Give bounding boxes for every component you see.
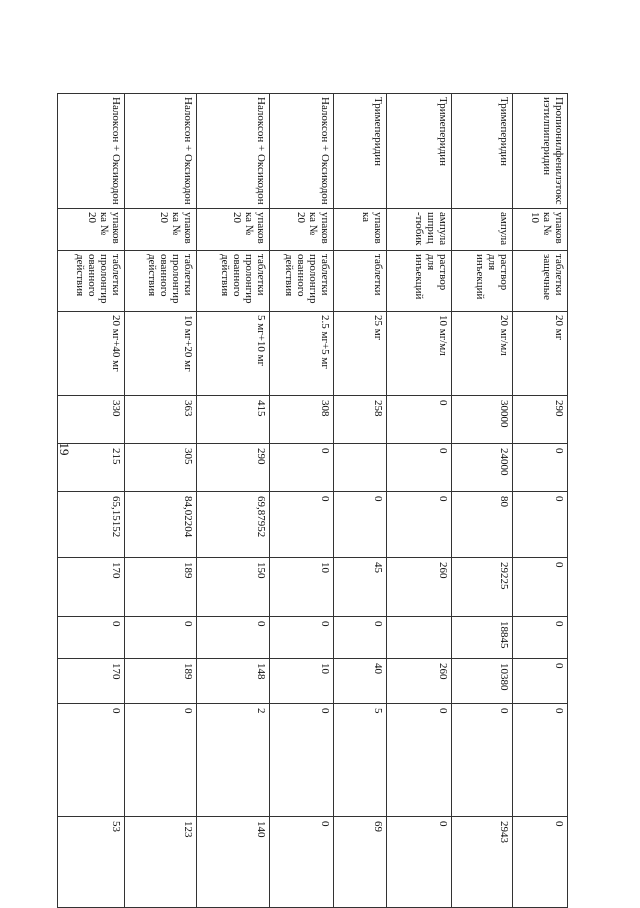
table-cell: 0 (270, 817, 334, 908)
table-cell: Налоксон + Оксикодон (270, 94, 334, 209)
table-cell: 20 мг/мл (452, 312, 513, 396)
table-cell: Тримеперидин (387, 94, 452, 209)
table-cell: 148 (197, 659, 270, 704)
table-cell: упаковка № 20 (58, 209, 125, 251)
table-cell: 123 (125, 817, 197, 908)
table-cell: упаковка № 20 (125, 209, 197, 251)
data-table-rotated (58, 93, 568, 907)
table-cell: 415 (197, 396, 270, 444)
table-cell: 40 (334, 659, 387, 704)
table-cell: 0 (513, 492, 568, 558)
table-cell: Налоксон + Оксикодон (58, 94, 125, 209)
table-cell: 290 (513, 396, 568, 444)
table-cell: 18845 (452, 617, 513, 659)
table-cell: таблетки пролонгированного действия (270, 251, 334, 312)
table-row (58, 94, 125, 908)
table-cell: 2 (197, 704, 270, 817)
table-cell: 69 (334, 817, 387, 908)
table-cell: раствор для инъекций (452, 251, 513, 312)
table-cell: 0 (513, 558, 568, 617)
table-cell: 215 (58, 444, 125, 492)
table-cell: 0 (125, 617, 197, 659)
table-cell: таблетки (334, 251, 387, 312)
table-cell: 189 (125, 558, 197, 617)
table-cell: 80 (452, 492, 513, 558)
table-cell: 0 (58, 617, 125, 659)
table-cell: Тримеперидин (334, 94, 387, 209)
table-cell: ампула (452, 209, 513, 251)
table-cell: упаковка № 10 (513, 209, 568, 251)
table-row (334, 94, 387, 908)
table-cell: 10 мг/мл (387, 312, 452, 396)
table-cell: 20 мг+40 мг (58, 312, 125, 396)
table-row (270, 94, 334, 908)
table-cell: 0 (197, 617, 270, 659)
table-cell: 10380 (452, 659, 513, 704)
table-cell: Налоксон + Оксикодон (125, 94, 197, 209)
table-cell: 0 (387, 396, 452, 444)
table-cell: 150 (197, 558, 270, 617)
table-cell: 20 мг (513, 312, 568, 396)
table-cell: 170 (58, 659, 125, 704)
table-row (387, 94, 452, 908)
table-cell: 45 (334, 558, 387, 617)
table-cell: 65,15152 (58, 492, 125, 558)
table-cell: 0 (387, 444, 452, 492)
table-cell: 25 мг (334, 312, 387, 396)
table-cell: 0 (387, 817, 452, 908)
table-cell: 0 (387, 492, 452, 558)
table-row (125, 94, 197, 908)
table-cell: 0 (270, 617, 334, 659)
table-cell: Пропионилфенилэтоксиэтилпиперидин (513, 94, 568, 209)
table-cell: таблетки пролонгированного действия (197, 251, 270, 312)
data-table (57, 93, 568, 908)
table-cell: ампула шприц-тюбик (387, 209, 452, 251)
table-cell: 0 (513, 617, 568, 659)
table-cell: 0 (334, 617, 387, 659)
table-cell: таблетки защечные (513, 251, 568, 312)
table-cell: 0 (334, 492, 387, 558)
table-cell: 363 (125, 396, 197, 444)
table-cell (387, 617, 452, 659)
table-cell: Тримеперидин (452, 94, 513, 209)
table-cell: 0 (58, 704, 125, 817)
table-cell: 2943 (452, 817, 513, 908)
table-cell: 0 (513, 659, 568, 704)
page-number: 19 (57, 442, 72, 456)
table-cell: упаковка № 20 (197, 209, 270, 251)
table-cell: таблетки пролонгированного действия (58, 251, 125, 312)
table-cell: 69,87952 (197, 492, 270, 558)
table-cell: упаковка № 20 (270, 209, 334, 251)
table-cell: 29225 (452, 558, 513, 617)
table-cell: 170 (58, 558, 125, 617)
table-cell: 0 (270, 492, 334, 558)
table-cell: 0 (125, 704, 197, 817)
table-cell: 305 (125, 444, 197, 492)
table-cell: 0 (387, 704, 452, 817)
table-cell: упаковка (334, 209, 387, 251)
table-cell: 10 мг+20 мг (125, 312, 197, 396)
table-row (513, 94, 568, 908)
table-cell: 0 (513, 444, 568, 492)
table-cell: 258 (334, 396, 387, 444)
table-cell: 0 (513, 817, 568, 908)
table-cell: 5 (334, 704, 387, 817)
table-cell: 84,02204 (125, 492, 197, 558)
table-cell: 53 (58, 817, 125, 908)
table-cell: 2.5 мг+5 мг (270, 312, 334, 396)
table-cell: 30000 (452, 396, 513, 444)
table-cell: 10 (270, 659, 334, 704)
table-cell: 5 мг+10 мг (197, 312, 270, 396)
table-cell: 189 (125, 659, 197, 704)
table-cell: 140 (197, 817, 270, 908)
table-cell: 260 (387, 659, 452, 704)
table-cell: 290 (197, 444, 270, 492)
table-cell: Налоксон + Оксикодон (197, 94, 270, 209)
table-cell: 24000 (452, 444, 513, 492)
table-cell: 10 (270, 558, 334, 617)
table-cell: раствор для инъекций (387, 251, 452, 312)
table-cell: 308 (270, 396, 334, 444)
table-row (197, 94, 270, 908)
table-cell: 330 (58, 396, 125, 444)
table-cell: таблетки пролонгированного действия (125, 251, 197, 312)
table-row (452, 94, 513, 908)
table-cell: 0 (270, 444, 334, 492)
table-cell: 0 (452, 704, 513, 817)
table-cell: 0 (270, 704, 334, 817)
table-cell: 0 (513, 704, 568, 817)
table-cell (334, 444, 387, 492)
table-cell: 260 (387, 558, 452, 617)
